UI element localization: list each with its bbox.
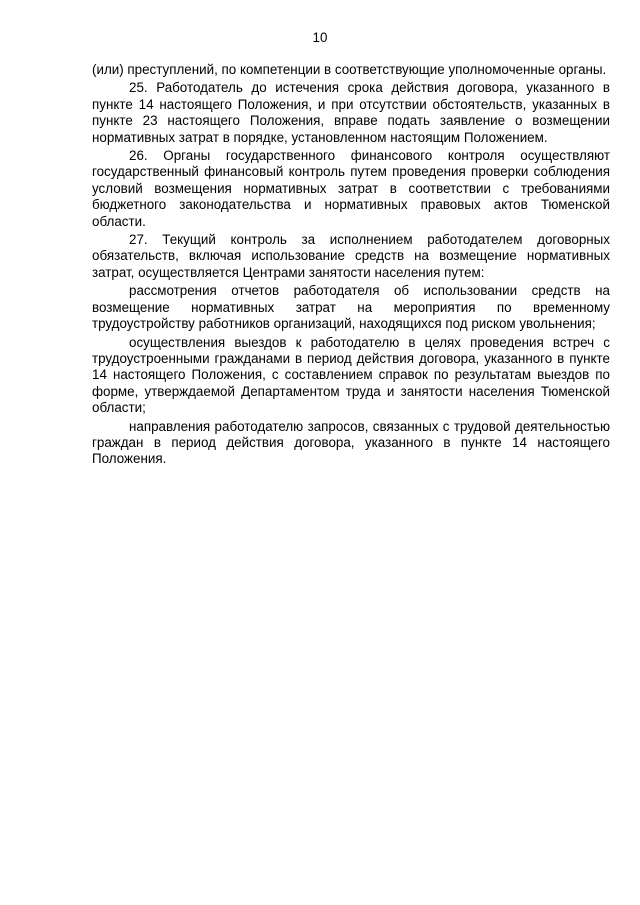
paragraph-item-27: 27. Текущий контроль за исполнением работодателем договорных обязательств, включая использование средств на возмещение нормативных затрат, осуществляется Центрами занятости населения путем: bbox=[92, 232, 610, 280]
document-body bbox=[92, 62, 610, 470]
paragraph-item-25: 25. Работодатель до истечения срока действия договора, указанного в пункте 14 настоящего Положения, и при отсутствии обстоятельств, указанных в пункте 23 настоящего Положения, вправе подать заявление о возмещении нормативных затрат в порядке, установленном настоящим Положением. bbox=[92, 80, 610, 145]
page-number: 10 bbox=[312, 30, 328, 45]
paragraph-subitem-visits: осуществления выездов к работодателю в целях проведения встреч с трудоустроенными гражданами в период действия договора, указанного в пункте 14 настоящего Положения, с составлением справок по результатам выездов по форме, утверждаемой Департаментом труда и занятости населения Тюменской области; bbox=[92, 334, 610, 416]
paragraph-subitem-requests: направления работодателю запросов, связанных с трудовой деятельностью граждан в период действия договора, указанного в пункте 14 настоящего Положения. bbox=[92, 418, 610, 467]
paragraph-subitem-reports: рассмотрения отчетов работодателя об использовании средств на возмещение нормативных затрат на мероприятия по временному трудоустройству работников организаций, находящихся под риском увольнения; bbox=[92, 283, 610, 332]
paragraph-item-26: 26. Органы государственного финансового контроля осуществляют государственный финансовый контроль путем проведения проверки соблюдения условий возмещения нормативных затрат в соответствии с требованиями бюджетного законодательства и нормативных правовых актов Тюменской области. bbox=[92, 148, 610, 229]
paragraph-continuation: (или) преступлений, по компетенции в соответствующие уполномоченные органы. bbox=[92, 62, 607, 77]
